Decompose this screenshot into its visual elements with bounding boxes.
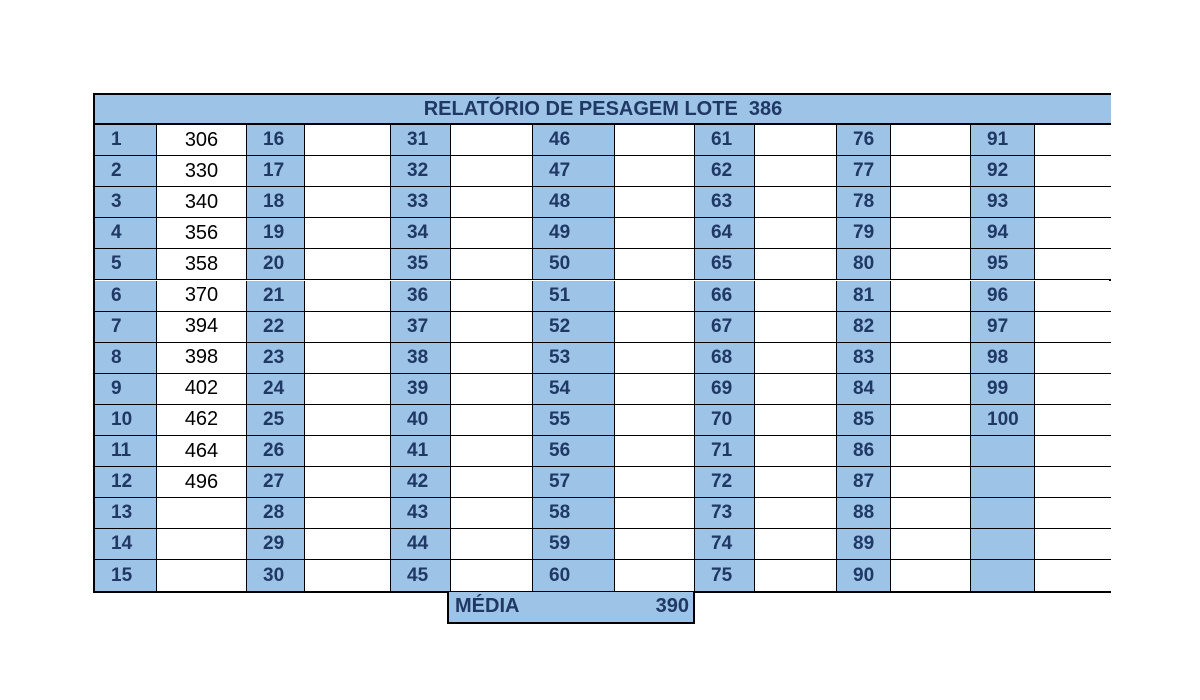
weight-cell [615, 218, 695, 249]
row-number-cell: 10 [95, 405, 157, 436]
weight-cell [891, 405, 971, 436]
weight-cell [157, 560, 247, 591]
row-number-cell: 89 [837, 529, 891, 560]
row-number-cell: 45 [391, 560, 451, 591]
row-number-cell: 66 [695, 281, 755, 312]
row-number-cell: 100 [971, 405, 1035, 436]
weight-cell [755, 560, 837, 591]
weight-cell [451, 218, 533, 249]
weight-cell [615, 312, 695, 343]
weight-cell [305, 467, 391, 498]
weight-cell [755, 156, 837, 187]
row-number-cell: 4 [95, 218, 157, 249]
row-number-cell: 63 [695, 187, 755, 218]
weight-cell: 340 [157, 187, 247, 218]
row-number-cell: 58 [533, 498, 615, 529]
weight-cell [891, 436, 971, 467]
weight-cell [305, 374, 391, 405]
row-number-cell: 46 [533, 125, 615, 156]
row-number-cell: 48 [533, 187, 615, 218]
weight-cell [1035, 560, 1111, 591]
row-number-cell: 25 [247, 405, 305, 436]
row-number-cell: 81 [837, 281, 891, 312]
weight-cell [157, 529, 247, 560]
weight-cell [451, 281, 533, 312]
weight-cell [891, 156, 971, 187]
row-number-cell: 33 [391, 187, 451, 218]
row-number-cell: 85 [837, 405, 891, 436]
weight-cell [615, 281, 695, 312]
average-row [447, 592, 695, 624]
row-number-cell: 11 [95, 436, 157, 467]
weight-cell [451, 312, 533, 343]
row-number-cell: 8 [95, 343, 157, 374]
weight-cell [451, 156, 533, 187]
row-number-cell: 82 [837, 312, 891, 343]
row-number-cell: 56 [533, 436, 615, 467]
weight-cell [755, 529, 837, 560]
weight-cell [891, 343, 971, 374]
row-number-cell: 50 [533, 249, 615, 280]
row-number-cell: 14 [95, 529, 157, 560]
row-number-cell: 54 [533, 374, 615, 405]
weight-cell [755, 436, 837, 467]
row-number-cell: 30 [247, 560, 305, 591]
weight-cell: 330 [157, 156, 247, 187]
weight-cell [755, 249, 837, 280]
weight-cell [451, 249, 533, 280]
weight-cell [305, 560, 391, 591]
weight-cell [615, 187, 695, 218]
row-number-cell: 41 [391, 436, 451, 467]
weight-cell [1035, 374, 1111, 405]
row-number-cell: 60 [533, 560, 615, 591]
weight-cell [1035, 281, 1111, 312]
weight-cell [451, 467, 533, 498]
weight-cell [451, 374, 533, 405]
weight-cell [1035, 498, 1111, 529]
weight-cell [1035, 405, 1111, 436]
weight-cell [755, 281, 837, 312]
row-number-cell: 69 [695, 374, 755, 405]
row-number-cell: 19 [247, 218, 305, 249]
weight-cell [891, 529, 971, 560]
row-number-cell: 96 [971, 281, 1035, 312]
row-number-cell: 84 [837, 374, 891, 405]
row-number-cell: 21 [247, 281, 305, 312]
row-number-cell: 70 [695, 405, 755, 436]
weight-cell [1035, 218, 1111, 249]
row-number-cell: 7 [95, 312, 157, 343]
row-number-cell: 53 [533, 343, 615, 374]
row-number-cell: 86 [837, 436, 891, 467]
row-number-cell: 44 [391, 529, 451, 560]
weight-cell [451, 187, 533, 218]
row-number-cell: 35 [391, 249, 451, 280]
weight-cell [615, 156, 695, 187]
row-number-cell: 87 [837, 467, 891, 498]
row-number-cell: 90 [837, 560, 891, 591]
weight-cell [755, 187, 837, 218]
weight-cell [755, 405, 837, 436]
row-number-cell: 32 [391, 156, 451, 187]
row-number-cell: 72 [695, 467, 755, 498]
row-number-cell: 67 [695, 312, 755, 343]
row-number-cell: 49 [533, 218, 615, 249]
row-number-cell: 6 [95, 281, 157, 312]
row-number-cell: 13 [95, 498, 157, 529]
weight-cell [451, 529, 533, 560]
weight-cell [451, 560, 533, 591]
weight-cell [305, 156, 391, 187]
row-number-cell: 83 [837, 343, 891, 374]
row-number-cell: 52 [533, 312, 615, 343]
weight-cell [305, 281, 391, 312]
row-number-cell: 95 [971, 249, 1035, 280]
row-number-cell: 16 [247, 125, 305, 156]
row-number-cell: 92 [971, 156, 1035, 187]
row-number-cell: 97 [971, 312, 1035, 343]
row-number-cell: 73 [695, 498, 755, 529]
row-number-cell: 47 [533, 156, 615, 187]
row-number-cell: 17 [247, 156, 305, 187]
weight-cell [755, 125, 837, 156]
weight-cell [615, 249, 695, 280]
row-number-cell: 9 [95, 374, 157, 405]
empty-number-cell [971, 498, 1035, 529]
weight-cell [1035, 343, 1111, 374]
row-number-cell: 42 [391, 467, 451, 498]
weight-cell [1035, 187, 1111, 218]
row-number-cell: 15 [95, 560, 157, 591]
weight-cell [615, 467, 695, 498]
weight-cell [615, 374, 695, 405]
weight-cell [755, 312, 837, 343]
row-number-cell: 98 [971, 343, 1035, 374]
weight-cell [1035, 312, 1111, 343]
weight-cell [451, 436, 533, 467]
weight-cell [1035, 249, 1111, 280]
row-number-cell: 18 [247, 187, 305, 218]
row-number-cell: 43 [391, 498, 451, 529]
row-number-cell: 5 [95, 249, 157, 280]
row-number-cell: 68 [695, 343, 755, 374]
weight-cell [305, 498, 391, 529]
row-number-cell: 75 [695, 560, 755, 591]
row-number-cell: 34 [391, 218, 451, 249]
row-number-cell: 24 [247, 374, 305, 405]
row-number-cell: 65 [695, 249, 755, 280]
row-number-cell: 94 [971, 218, 1035, 249]
weight-cell [305, 529, 391, 560]
row-number-cell: 37 [391, 312, 451, 343]
weight-cell [305, 187, 391, 218]
row-number-cell: 76 [837, 125, 891, 156]
row-number-cell: 51 [533, 281, 615, 312]
weight-cell [891, 560, 971, 591]
weight-cell [1035, 436, 1111, 467]
row-number-cell: 22 [247, 312, 305, 343]
weight-cell [305, 249, 391, 280]
weight-cell [891, 374, 971, 405]
weight-cell [755, 343, 837, 374]
row-number-cell: 71 [695, 436, 755, 467]
weight-cell [615, 436, 695, 467]
row-number-cell: 59 [533, 529, 615, 560]
row-number-cell: 36 [391, 281, 451, 312]
empty-number-cell [971, 467, 1035, 498]
row-number-cell: 12 [95, 467, 157, 498]
row-number-cell: 38 [391, 343, 451, 374]
row-number-cell: 78 [837, 187, 891, 218]
weight-cell [157, 498, 247, 529]
row-number-cell: 2 [95, 156, 157, 187]
row-number-cell: 40 [391, 405, 451, 436]
row-number-cell: 57 [533, 467, 615, 498]
weight-cell [755, 498, 837, 529]
row-number-cell: 28 [247, 498, 305, 529]
weight-cell [891, 312, 971, 343]
weight-cell [891, 498, 971, 529]
weight-cell [615, 405, 695, 436]
row-number-cell: 91 [971, 125, 1035, 156]
weight-cell [891, 125, 971, 156]
empty-number-cell [971, 529, 1035, 560]
weight-cell [1035, 156, 1111, 187]
row-number-cell: 27 [247, 467, 305, 498]
weight-cell: 402 [157, 374, 247, 405]
weight-cell [305, 218, 391, 249]
weight-cell: 398 [157, 343, 247, 374]
weight-cell [451, 125, 533, 156]
row-number-cell: 62 [695, 156, 755, 187]
weight-cell [615, 560, 695, 591]
row-number-cell: 77 [837, 156, 891, 187]
row-number-cell: 88 [837, 498, 891, 529]
row-number-cell: 74 [695, 529, 755, 560]
weight-cell: 370 [157, 281, 247, 312]
weight-cell: 462 [157, 405, 247, 436]
empty-number-cell [971, 436, 1035, 467]
weight-cell: 356 [157, 218, 247, 249]
row-number-cell: 64 [695, 218, 755, 249]
weighing-report-table [93, 93, 1111, 593]
weight-cell [451, 343, 533, 374]
row-number-cell: 29 [247, 529, 305, 560]
weight-cell [305, 343, 391, 374]
row-number-cell: 79 [837, 218, 891, 249]
weight-cell: 464 [157, 436, 247, 467]
row-number-cell: 3 [95, 187, 157, 218]
row-number-cell: 31 [391, 125, 451, 156]
weight-cell: 306 [157, 125, 247, 156]
average-value: 390 [655, 595, 689, 617]
row-number-cell: 39 [391, 374, 451, 405]
row-number-cell: 55 [533, 405, 615, 436]
row-number-cell: 1 [95, 125, 157, 156]
report-title: RELATÓRIO DE PESAGEM LOTE 386 [95, 95, 1111, 125]
weight-cell [305, 436, 391, 467]
row-number-cell: 23 [247, 343, 305, 374]
weight-cell [615, 343, 695, 374]
row-number-cell: 99 [971, 374, 1035, 405]
weight-cell [615, 498, 695, 529]
weight-cell [305, 405, 391, 436]
weight-cell [615, 529, 695, 560]
weight-cell [755, 374, 837, 405]
weight-cell [755, 218, 837, 249]
weight-cell [1035, 467, 1111, 498]
row-number-cell: 93 [971, 187, 1035, 218]
average-label: MÉDIA [455, 595, 520, 617]
row-number-cell: 26 [247, 436, 305, 467]
weight-cell [305, 312, 391, 343]
weight-cell [305, 125, 391, 156]
weight-cell [891, 467, 971, 498]
weight-cell [891, 218, 971, 249]
weight-cell [891, 281, 971, 312]
row-number-cell: 20 [247, 249, 305, 280]
weight-cell [891, 187, 971, 218]
weight-cell [1035, 125, 1111, 156]
weight-cell [1035, 529, 1111, 560]
weight-cell: 358 [157, 249, 247, 280]
weight-cell [755, 467, 837, 498]
weight-cell [451, 405, 533, 436]
weight-cell: 496 [157, 467, 247, 498]
empty-number-cell [971, 560, 1035, 591]
weight-cell [615, 125, 695, 156]
weight-cell: 394 [157, 312, 247, 343]
weight-cell [451, 498, 533, 529]
row-number-cell: 80 [837, 249, 891, 280]
weight-cell [891, 249, 971, 280]
row-number-cell: 61 [695, 125, 755, 156]
